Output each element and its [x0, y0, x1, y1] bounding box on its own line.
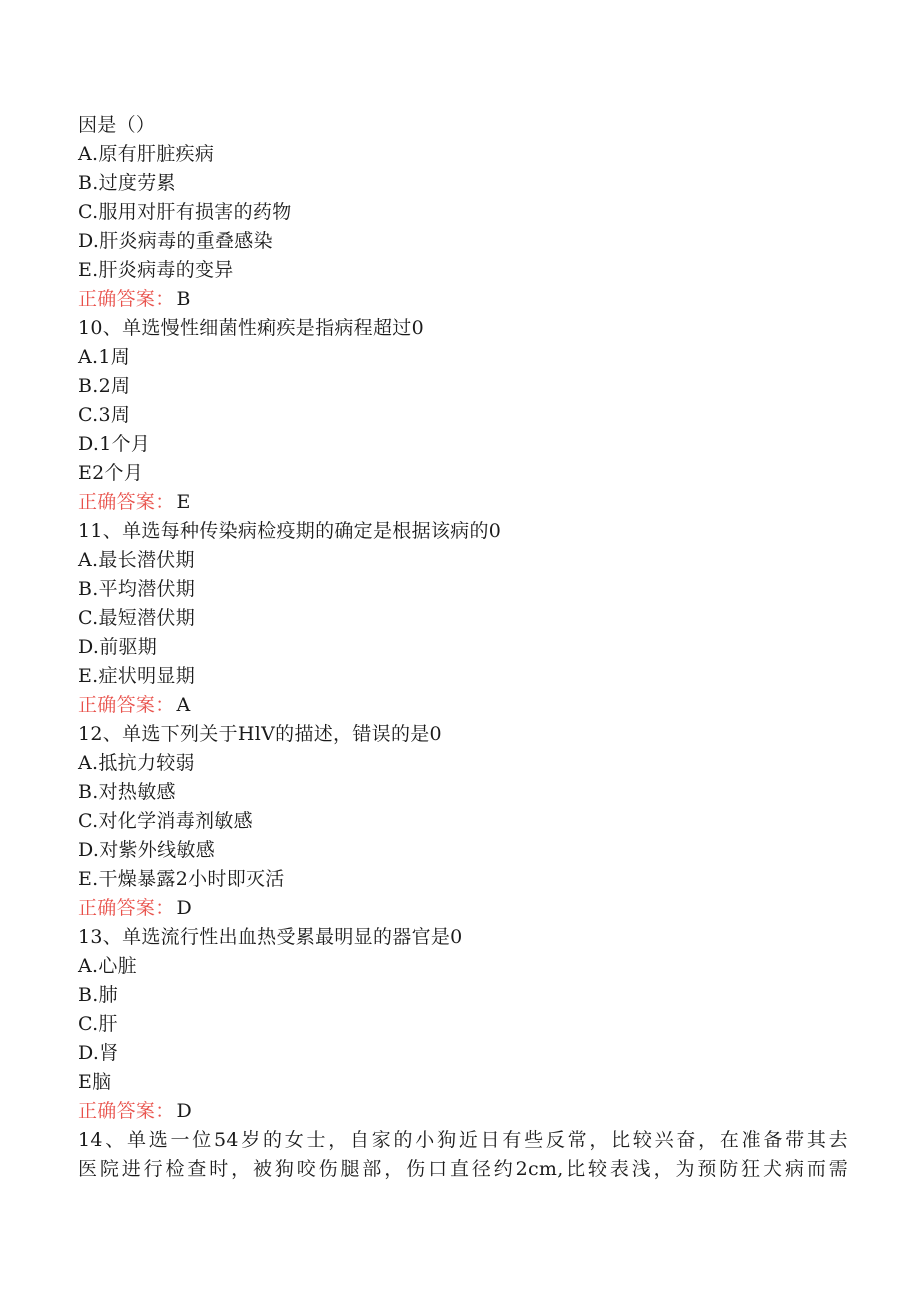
answer-label: 正确答案： [78, 1100, 175, 1122]
answer-value: D [176, 1100, 193, 1122]
answer-label: 正确答案： [78, 897, 175, 919]
question-9-stem-tail: 因是（） [78, 114, 156, 136]
question-14-stem [78, 1126, 848, 1184]
question-12-stem: 12、单选下列关于HlV的描述，错误的是0 [78, 723, 442, 745]
answer-value: D [176, 897, 193, 919]
answer-value: B [176, 288, 191, 310]
answer-value: E [176, 491, 191, 513]
question-12-option-a: A.抵抗力较弱 [78, 752, 195, 774]
question-11-option-b: B.平均潜伏期 [78, 578, 196, 600]
question-9-option-a: A.原有肝脏疾病 [78, 143, 215, 165]
question-11-option-e: E.症状明显期 [78, 665, 196, 687]
answer-label: 正确答案： [78, 491, 175, 513]
question-13-option-a: A.心脏 [78, 955, 137, 977]
answer-label: 正确答案： [78, 694, 175, 716]
answer-value: A [176, 694, 191, 716]
question-10-option-e: E2个月 [78, 462, 144, 484]
question-11-answer [78, 691, 848, 720]
question-12-option-c: C.对化学消毒剂敏感 [78, 810, 253, 832]
question-11-option-d: D.前驱期 [78, 636, 158, 658]
question-13-stem: 13、单选流行性出血热受累最明显的器官是0 [78, 926, 463, 948]
question-12-answer [78, 894, 848, 923]
question-12-option-e: E.干燥暴露2小时即灭活 [78, 868, 285, 890]
question-13-option-e: E脑 [78, 1071, 112, 1093]
question-14-stem-line-1: 14、单选一位54岁的女士，自家的小狗近日有些反常，比较兴奋，在准备带其去 [78, 1129, 848, 1151]
question-10-option-a: A.1周 [78, 346, 131, 368]
document-page [78, 111, 848, 1184]
question-14-stem-line-2: 医院进行检查时，被狗咬伤腿部，伤口直径约2cm,比较表浅，为预防狂犬病而需 [78, 1158, 848, 1180]
question-11-option-a: A.最长潜伏期 [78, 549, 195, 571]
question-13-answer [78, 1097, 848, 1126]
question-10-option-b: B.2周 [78, 375, 131, 397]
question-9-option-b: B.过度劳累 [78, 172, 176, 194]
question-9-option-e: E.肝炎病毒的变异 [78, 259, 234, 281]
question-12-option-d: D.对紫外线敏感 [78, 839, 215, 861]
question-9-option-d: D.肝炎病毒的重叠感染 [78, 230, 273, 252]
question-13-option-d: D.肾 [78, 1042, 119, 1064]
question-13-option-b: B.肺 [78, 984, 118, 1006]
question-9-answer [78, 285, 848, 314]
answer-label: 正确答案： [78, 288, 175, 310]
question-10-option-c: C.3周 [78, 404, 131, 426]
question-11-stem: 11、单选每种传染病检疫期的确定是根据该病的0 [78, 520, 502, 542]
question-10-stem: 10、单选慢性细菌性痢疾是指病程超过0 [78, 317, 424, 339]
question-10-option-d: D.1个月 [78, 433, 151, 455]
question-12-option-b: B.对热敏感 [78, 781, 176, 803]
question-13-option-c: C.肝 [78, 1013, 118, 1035]
question-9-option-c: C.服用对肝有损害的药物 [78, 201, 292, 223]
question-11-option-c: C.最短潜伏期 [78, 607, 196, 629]
question-10-answer [78, 488, 848, 517]
